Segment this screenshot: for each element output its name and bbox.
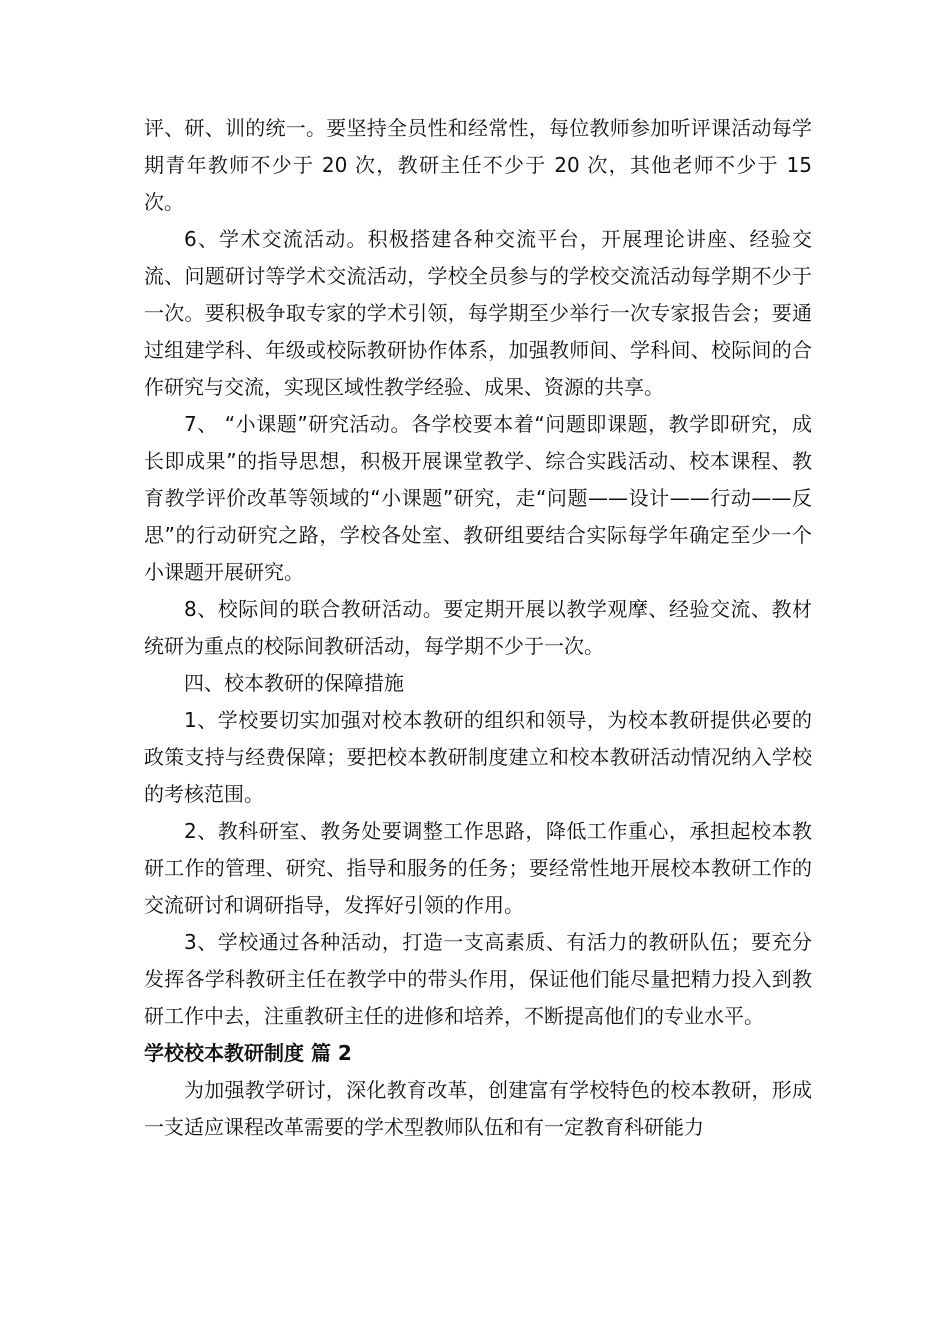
- paragraph-academic-exchange: 6、学术交流活动。积极搭建各种交流平台，开展理论讲座、经验交流、问题研讨等学术交流活动，学校全员参与的学校交流活动每学期不少于一次。要积极争取专家的学术引领，每学期至少举行一次专家报告会；要通过组建学科、年级或校际教研协作体系，加强教师间、学科间、校际间的合作研究与交流，实现区域性教学经验、成果、资源的共享。: [144, 227, 812, 399]
- paragraph-inter-school-research: 8、校际间的联合教研活动。要定期开展以教学观摩、经验交流、教材统研为重点的校际间教研活动，每学期不少于一次。: [144, 597, 812, 658]
- section-subtitle-guarantee-measures: 四、校本教研的保障措施: [184, 671, 404, 695]
- paragraph-measure-1: 1、学校要切实加强对校本教研的组织和领导，为校本教研提供必要的政策支持与经费保障；要把校本教研制度建立和校本教研活动情况纳入学校的考核范围。: [144, 708, 812, 806]
- paragraph-measure-2: 2、教科研室、教务处要调整工作思路，降低工作重心，承担起校本教研工作的管理、研究、指导和服务的任务；要经常性地开展校本教研工作的交流研讨和调研指导，发挥好引领的作用。: [144, 819, 812, 917]
- paragraph-measure-3: 3、学校通过各种活动，打造一支高素质、有活力的教研队伍；要充分发挥各学科教研主任在教学中的带头作用，保证他们能尽量把精力投入到教研工作中去，注重教研主任的进修和培养，不断提高他们的专业水平。: [144, 930, 812, 1028]
- paragraph-continuation: 评、研、训的统一。要坚持全员性和经常性，每位教师参加听评课活动每学期青年教师不少于 20 次，教研主任不少于 20 次，其他老师不少于 15 次。: [144, 116, 812, 214]
- document-body: [144, 110, 812, 1146]
- paragraph-small-topic-research: 7、 “小课题”研究活动。各学校要本着“问题即课题，教学即研究，成长即成果”的指导思想，积极开展课堂教学、综合实践活动、校本课程、教育教学评价改革等领域的“小课题”研究，走“问题——设计——行动——反思”的行动研究之路，学校各处室、教研组要结合实际每学年确定至少一个小课题开展研究。: [144, 412, 812, 584]
- paragraph-closing: 为加强教学研讨，深化教育改革，创建富有学校特色的校本教研，形成一支适应课程改革需要的学术型教师队伍和有一定教育科研能力: [144, 1078, 812, 1139]
- section-heading: 学校校本教研制度 篇 2: [144, 1041, 352, 1065]
